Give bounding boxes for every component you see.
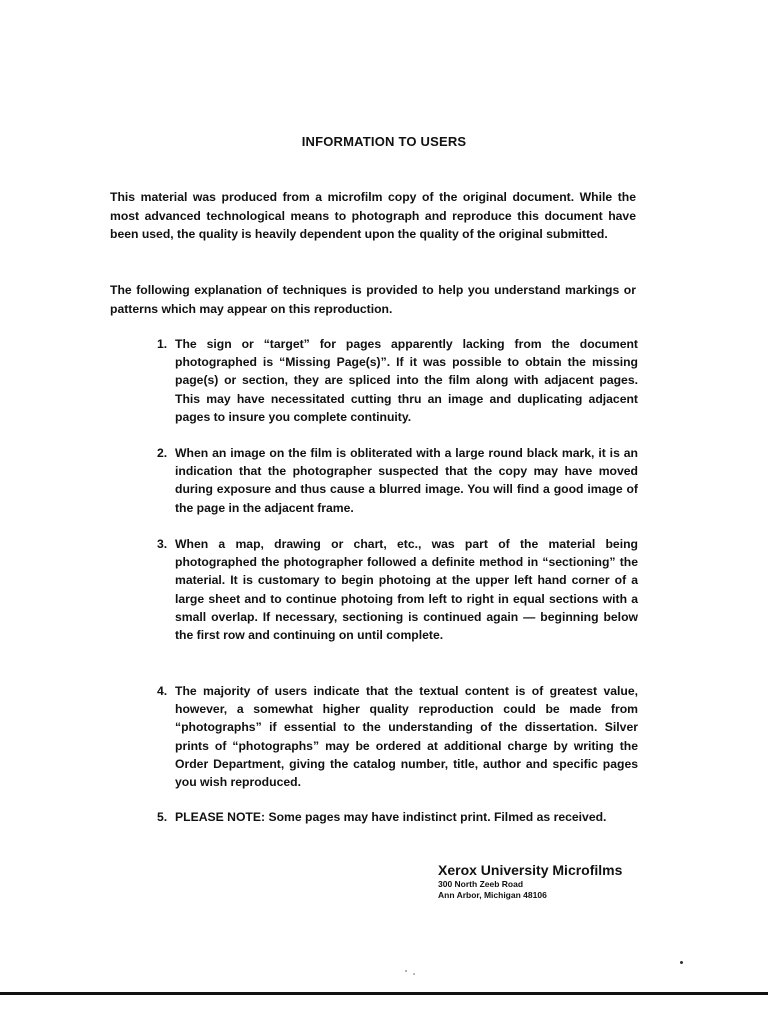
scan-speck xyxy=(405,970,407,972)
list-item-text: When an image on the film is obliterated with a large round black mark, it is an indication that the photographer suspected that the copy may have moved during exposure and thus cause a blurred image. You will find a good image of the page in the adjacent frame. xyxy=(175,446,638,515)
document-title: INFORMATION TO USERS xyxy=(301,134,467,149)
list-item-text: When a map, drawing or chart, etc., was part of the material being photographed the photographer followed a definite method in “sectioning” the material. It is customary to begin photoing at the upper left hand corner of a large sheet and to continue photoing from left to right in equal sections with a small overlap. If necessary, sectioning is continued again — beginning below the first row and continuing on until complete. xyxy=(175,537,638,643)
publisher-name: Xerox University Microfilms xyxy=(438,862,623,878)
publisher-address-line2: Ann Arbor, Michigan 48106 xyxy=(438,890,547,900)
publisher-address-line1: 300 North Zeeb Road xyxy=(438,879,524,889)
publisher-signature xyxy=(438,861,668,901)
list-item-number: 3. xyxy=(157,537,168,551)
scan-speck xyxy=(680,961,683,964)
list-item xyxy=(157,535,638,644)
list-item-number: 4. xyxy=(157,684,168,698)
explanation-paragraph: The following explanation of techniques is provided to help you understand markings or patterns which may appear on this reproduction. xyxy=(110,283,636,316)
list-item xyxy=(157,808,638,826)
scan-speck xyxy=(413,973,415,975)
list-item-number: 2. xyxy=(157,446,168,460)
list-item xyxy=(157,335,638,426)
film-edge-bar xyxy=(0,992,768,995)
list-item xyxy=(157,444,638,517)
intro-paragraph: This material was produced from a microfilm copy of the original document. While the most advanced technological means to photograph and reproduce this document have been used, the quality is heavily dependent upon the quality of the original submitted. xyxy=(110,190,636,241)
list-item-text: The majority of users indicate that the textual content is of greatest value, however, a somewhat higher quality reproduction could be made from “photographs” if essential to the understanding of the dissertation. Silver prints of “photographs” may be ordered at additional charge by writing the Order Department, giving the catalog number, title, author and specific pages you wish reproduced. xyxy=(175,684,638,790)
list-item-number: 5. xyxy=(157,810,168,824)
list-item-text: The sign or “target” for pages apparently lacking from the document photographed is “Missing Page(s)”. If it was possible to obtain the missing page(s) or section, they are spliced into the film along with adjacent pages. This may have necessitated cutting thru an image and duplicating adjacent pages to insure you complete continuity. xyxy=(175,337,638,424)
list-item xyxy=(157,682,638,791)
list-item-number: 1. xyxy=(157,337,168,351)
list-item-text: PLEASE NOTE: Some pages may have indistinct print. Filmed as received. xyxy=(175,810,607,824)
